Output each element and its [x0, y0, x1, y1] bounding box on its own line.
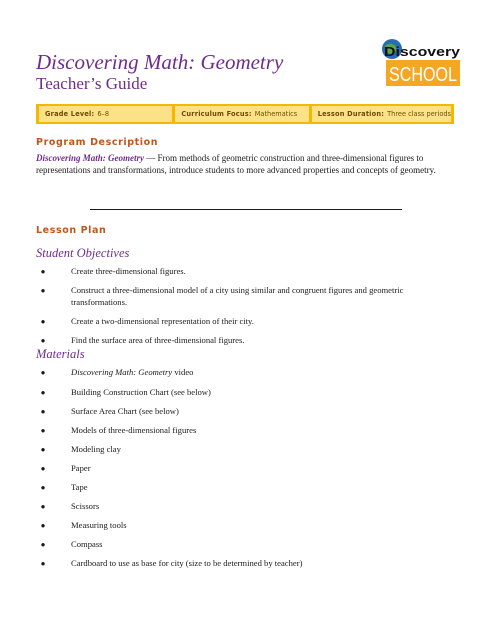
teachers-guide-page: Discovering Math: Geometry Teacher’s Guide Discovery SCHOOL Grade Level: 6–8 Curriculum Focus: Mathematics Lesson Duration: Three class periods Program Description Discovering Math: Geometry — From methods of geometric construction and three-dimensional figures to representations and transformations, introduce students to more advanced properties and concepts of geometry. Lesson Plan Student Objectives ● Create three-dimensional figures. ● Construct a three-dimensional model of a city using similar and congruent figures and geometric transformations. ● Create a two-dimensional representation of their city. ● Find the surface area of three-dimensional figures. Materials ● Discovering Math: Geometry video ● Building Construction Chart (see below) ● Surface Area Chart (see below) ● Models of three-dimensional figures ● Modeling clay ● Paper ● Tape ● Scissors ● Measuring tools ● Compass ● Cardboard to use as base for city (size to be determined by teacher) — [0, 0, 495, 640]
curriculum-focus-cell — [175, 106, 308, 122]
guide-subtitle: Teacher’s Guide — [36, 74, 148, 93]
bullet-icon: ● — [40, 502, 46, 511]
program-description-body: — From methods of geometric construction and three-dimensional figures to representations and transformations, introduce students to more advanced properties and concepts of geometry. — [36, 153, 436, 175]
section-divider — [90, 209, 402, 210]
lesson-info-bar — [36, 104, 454, 124]
guide-title: Discovering Math: Geometry — [36, 50, 284, 74]
lesson-plan-heading: Lesson Plan — [36, 225, 107, 236]
program-description-lead: Discovering Math: Geometry — [36, 153, 144, 163]
bullet-icon: ● — [40, 317, 46, 326]
student-objectives-heading: Student Objectives — [36, 246, 130, 260]
grade-level-label: Grade Level: — [45, 110, 95, 118]
grade-level-cell — [39, 106, 172, 122]
bullet-icon: ● — [40, 336, 46, 345]
video-title: Discovering Math: Geometry — [71, 367, 173, 377]
grade-level-value: 6–8 — [97, 110, 110, 118]
discovery-school-logo — [380, 36, 462, 90]
curriculum-focus-value: Mathematics — [254, 110, 298, 118]
bullet-icon: ● — [40, 483, 46, 492]
materials-heading: Materials — [36, 347, 85, 361]
bullet-icon: ● — [40, 407, 46, 416]
lesson-duration-label: Lesson Duration: — [317, 110, 385, 118]
lesson-duration-cell — [312, 106, 451, 122]
logo-line1: Discovery — [384, 44, 461, 59]
program-description-heading: Program Description — [36, 137, 159, 148]
program-description-text — [36, 152, 464, 176]
logo-line2: SCHOOL — [389, 64, 457, 86]
bullet-icon: ● — [40, 445, 46, 454]
bullet-icon: ● — [40, 388, 46, 397]
bullet-icon: ● — [40, 426, 46, 435]
bullet-icon: ● — [40, 286, 46, 295]
bullet-icon: ● — [40, 464, 46, 473]
bullet-icon: ● — [40, 540, 46, 549]
bullet-icon: ● — [40, 521, 46, 530]
curriculum-focus-label: Curriculum Focus: — [181, 110, 252, 118]
lesson-duration-value: Three class periods — [387, 110, 451, 118]
bullet-icon: ● — [40, 368, 46, 377]
bullet-icon: ● — [40, 559, 46, 568]
bullet-icon: ● — [40, 267, 46, 276]
